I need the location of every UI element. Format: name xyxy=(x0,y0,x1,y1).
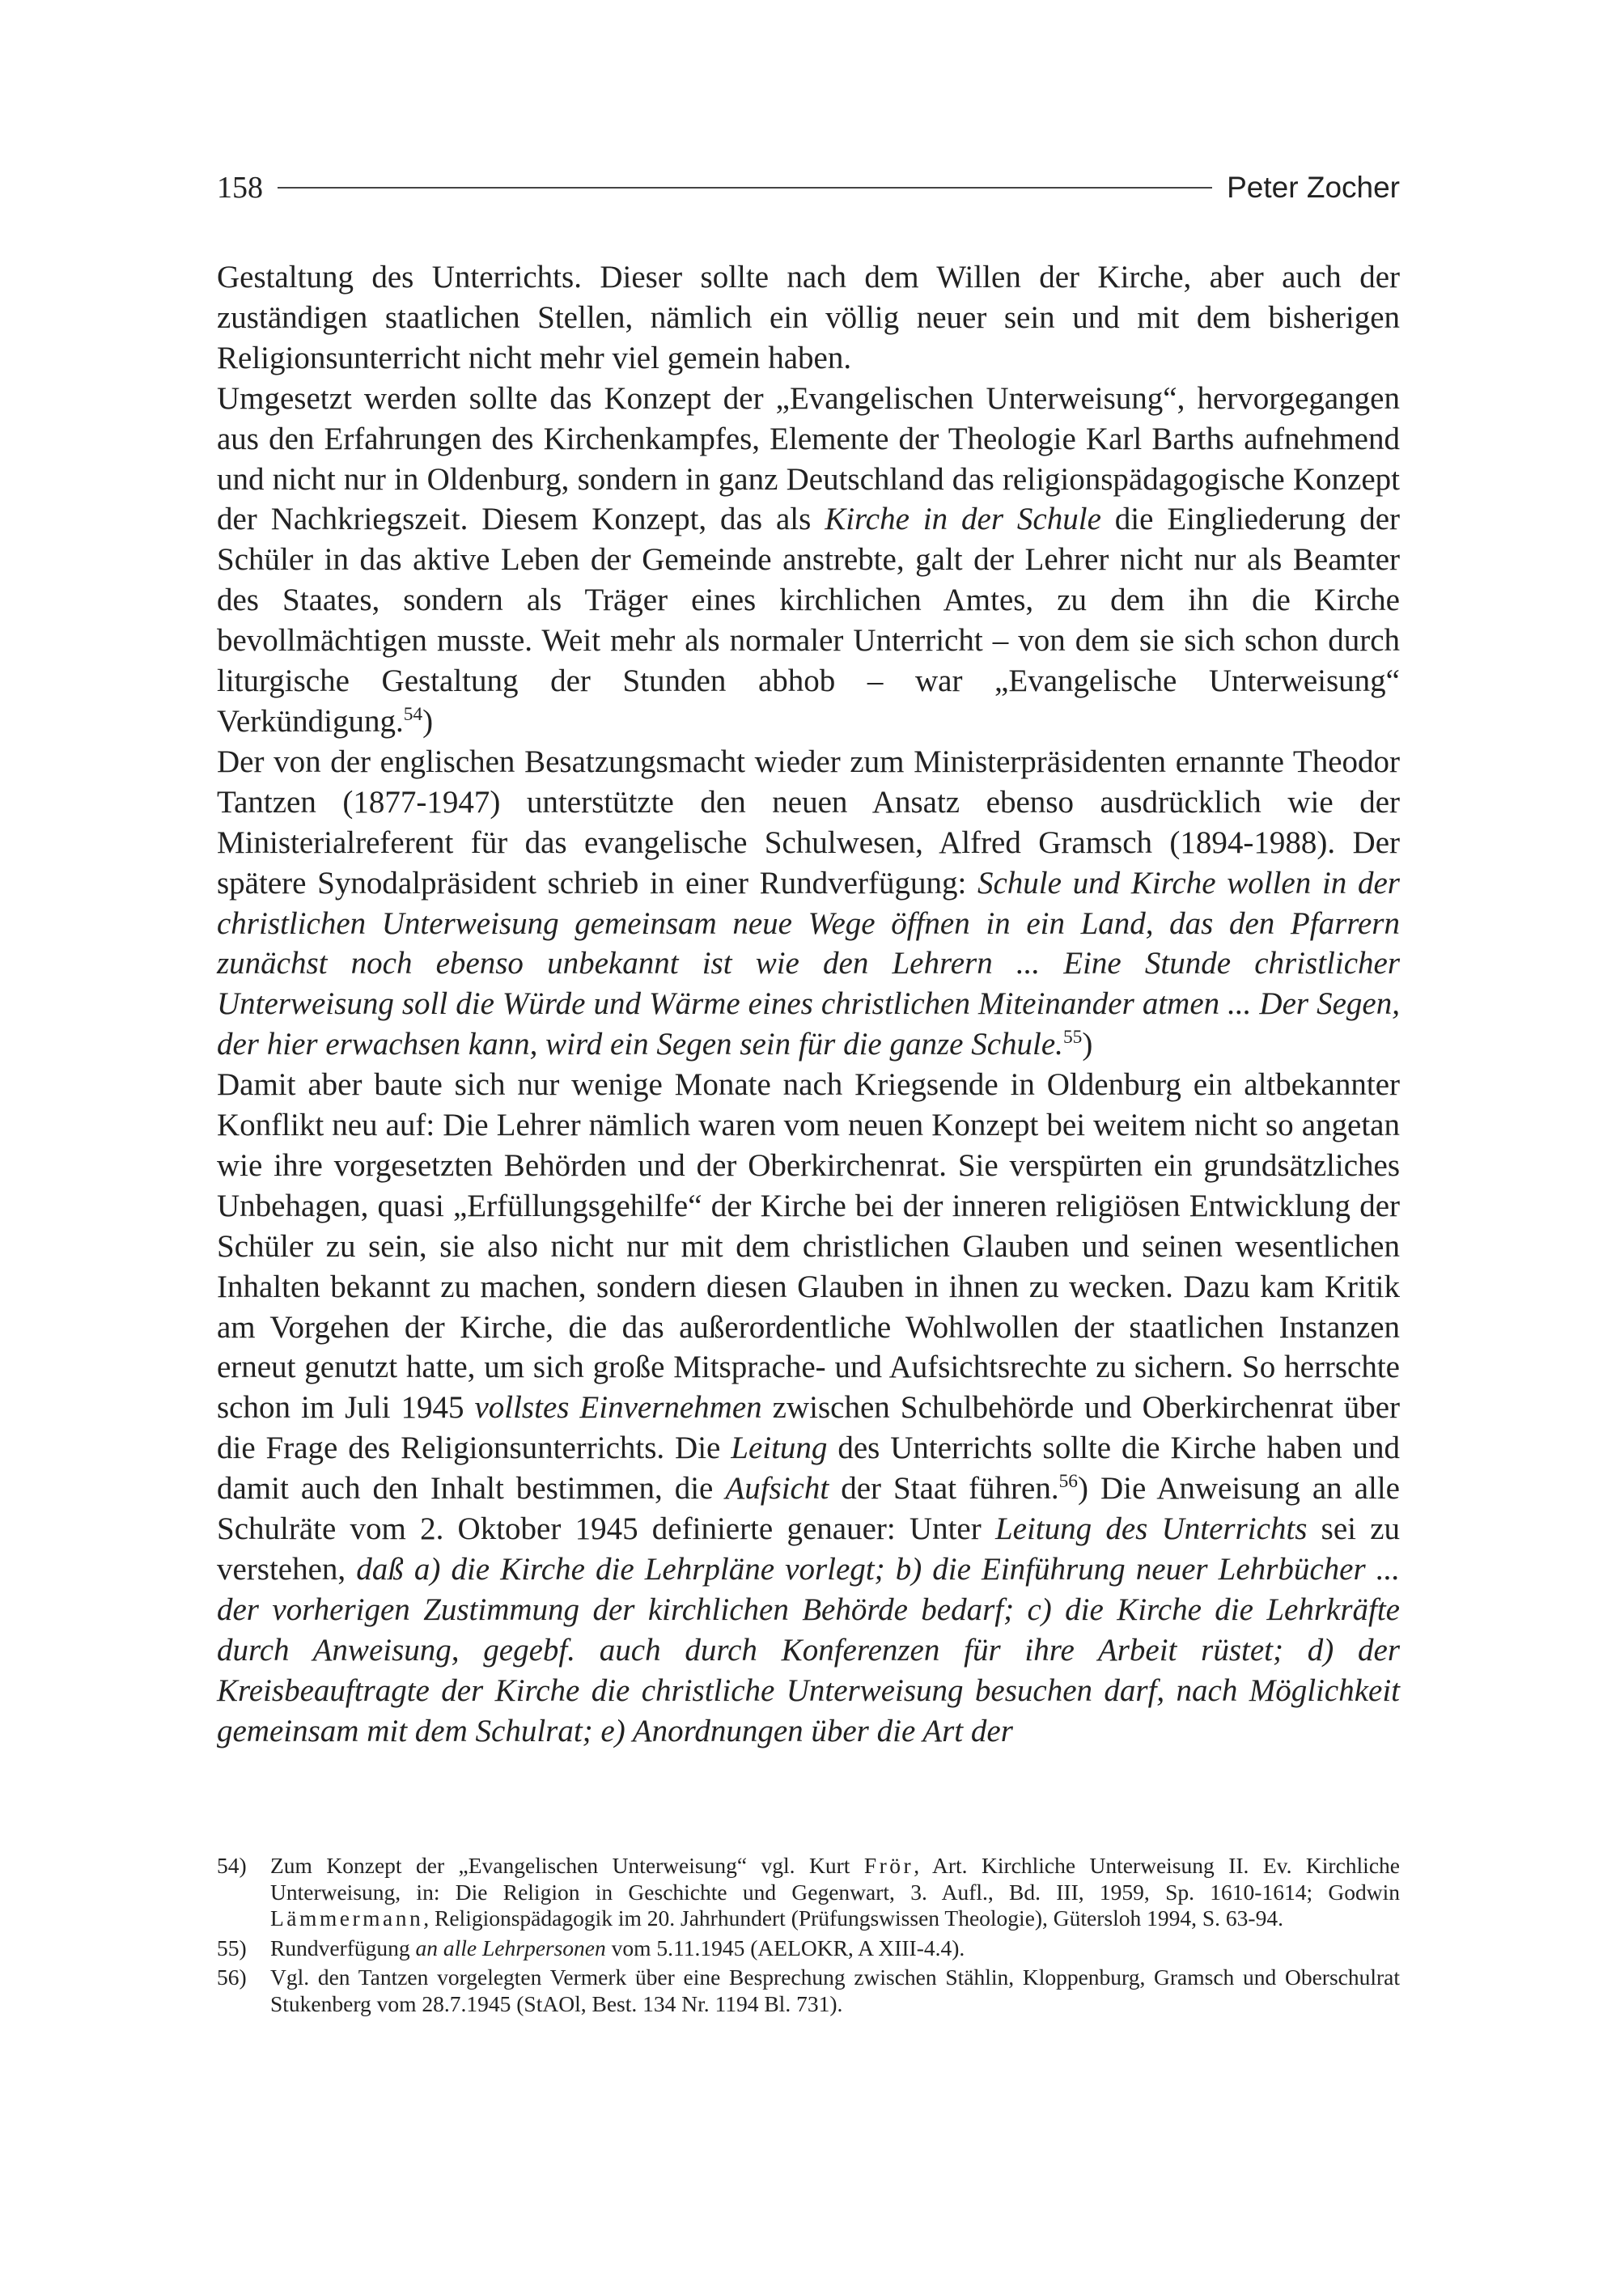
running-header xyxy=(217,165,1400,210)
header-rule xyxy=(278,187,1212,189)
author-name: Lämmermann xyxy=(270,1905,424,1931)
footnote-reference: 54 xyxy=(403,703,423,725)
text-run: ) Die Anweisung an alle Schulräte vom 2. Oktober 1945 definierte genauer: Unter xyxy=(217,1471,1400,1547)
footnote xyxy=(217,1853,1400,1932)
emphasis-text: an alle Lehrpersonen xyxy=(415,1935,606,1960)
text-run: Rundverfügung xyxy=(270,1935,416,1960)
footnote-reference: 55 xyxy=(1062,1027,1083,1049)
footnote xyxy=(217,1935,1400,1962)
body-paragraph xyxy=(217,1065,1400,1751)
author-name: Frör xyxy=(863,1853,914,1878)
body-paragraph xyxy=(217,742,1400,1065)
footnote-text xyxy=(270,1965,1400,2017)
emphasis-text: Leitung des Unterrichts xyxy=(994,1511,1308,1547)
emphasis-text: Schule und Kirche wollen in der christlichen Unterweisung gemeinsam neue Wege öffnen in ein Land, das den Pfarrern zunächst noch ebenso unbekannt ist wie den Lehrern ... Eine Stunde christlicher Unterweisung soll die Würde und Wärme eines christlichen Miteinander atmen ... Der Segen, der hier erwachsen kann, wird ein Segen sein für die ganze Schule. xyxy=(217,865,1400,1062)
body-paragraph xyxy=(217,379,1400,742)
text-run: sei zu verstehen, xyxy=(217,1511,1401,1587)
text-run: des Unterrichts sollte die Kirche haben und damit auch den Inhalt bestimmen, die xyxy=(217,1430,1401,1507)
text-run: Damit aber baute sich nur wenige Monate nach Kriegsende in Oldenburg ein altbekannter Konflikt neu auf: Die Lehrer nämlich waren vom neuen Konzept bei weitem nicht so angetan wie ihre vorgesetzten Behörden und der Oberkirchenrat. Sie verspürten ein grundsätzliches Unbehagen, quasi „Erfüllungsgehilfe“ der Kirche bei der inneren religiösen Entwicklung der Schüler zu sein, sie also nicht nur mit dem christlichen Glauben und seinen wesentlichen Inhalten bekannt zu machen, sondern diesen Glauben in ihnen zu wecken. Dazu kam Kritik am Vorgehen der Kirche, die das außerordentliche Wohlwollen der staatlichen Instanzen erneut genutzt hatte, um sich große Mitsprache- und Aufsichtsrechte zu sichern. So herrschte schon im Juli 1945 xyxy=(217,1067,1400,1426)
text-run: zwischen Schulbehörde und Oberkirchenrat über die Frage des Religionsunterrichts. Die xyxy=(217,1390,1400,1466)
footnote xyxy=(217,1965,1400,2017)
text-run: Der von der englischen Besatzungsmacht wieder zum Ministerpräsidenten ernannte Theodor Tantzen (1877-1947) unterstützte den neuen Ansatz ebenso ausdrücklich wie der Ministerialreferent für das evangelische Schulwesen, Alfred Gramsch (1894-1988). Der spätere Synodalpräsident schrieb in einer Rundverfügung: xyxy=(217,744,1400,901)
footnote-number: 54) xyxy=(217,1853,247,1878)
body-text xyxy=(217,257,1400,1752)
emphasis-text: Kirche in der Schule xyxy=(825,502,1101,537)
text-run: ) xyxy=(1082,1027,1093,1062)
emphasis-text: Aufsicht xyxy=(725,1471,829,1507)
footnote-text xyxy=(270,1853,1400,1932)
page-number: 158 xyxy=(217,171,263,205)
footnote-text xyxy=(270,1935,1400,1962)
emphasis-text: Leitung xyxy=(731,1430,828,1466)
text-run: Zum Konzept der „Evangelischen Unterweisung“ vgl. Kurt xyxy=(270,1853,864,1878)
footnote-reference: 56 xyxy=(1058,1471,1078,1493)
text-run: Umgesetzt werden sollte das Konzept der „Evangelischen Unterweisung“, hervorgegangen aus den Erfahrungen des Kirchenkampfes, Elemente der Theologie Karl Barths aufnehmend und nicht nur in Oldenburg, sondern in ganz Deutschland das religionspädagogische Konzept der Nachkriegszeit. Diesem Konzept, das als xyxy=(217,380,1400,537)
text-run: vom 5.11.1945 (AELOKR, A XIII-4.4). xyxy=(605,1935,965,1960)
text-run: , Religionspädagogik im 20. Jahrhundert (Prüfungswissen Theologie), Gütersloh 1994, S. 63-94. xyxy=(423,1905,1283,1931)
text-run: Gestaltung des Unterrichts. Dieser sollte nach dem Willen der Kirche, aber auch der zuständigen staatlichen Stellen, nämlich ein völlig neuer sein und mit dem bisherigen Religionsunterricht nicht mehr viel gemein haben. xyxy=(217,260,1400,375)
footnotes xyxy=(217,1853,1400,2020)
emphasis-text: vollstes Einvernehmen xyxy=(474,1390,762,1426)
running-head-author: Peter Zocher xyxy=(1227,171,1400,204)
text-run: Vgl. den Tantzen vorgelegten Vermerk über eine Besprechung zwischen Stählin, Kloppenburg, Gramsch und Oberschulrat Stukenberg vom 28.7.1945 (StAOl, Best. 134 Nr. 1194 Bl. 731). xyxy=(270,1965,1400,2016)
text-run: ) xyxy=(422,703,434,739)
text-run: der Staat führen. xyxy=(829,1471,1059,1507)
footnote-number: 55) xyxy=(217,1935,247,1960)
emphasis-text: daß a) die Kirche die Lehrpläne vorlegt; b) die Einführung neuer Lehrbücher ... der vorherigen Zustimmung der kirchlichen Behörde bedarf; c) die Kirche die Lehrkräfte durch Anweisung, gegebf. auch durch Konferenzen für ihre Arbeit rüstet; d) der Kreisbeauftragte der Kirche die christliche Unterweisung besuchen darf, nach Möglichkeit gemeinsam mit dem Schulrat; e) Anordnungen über die Art der xyxy=(217,1552,1400,1748)
footnote-number: 56) xyxy=(217,1965,247,1990)
text-run: , Art. Kirchliche Unterweisung II. Ev. Kirchliche Unterweisung, in: Die Religion in Geschichte und Gegenwart, 3. Aufl., Bd. III, 1959, Sp. 1610-1614; Godwin xyxy=(270,1853,1400,1905)
text-run: die Eingliederung der Schüler in das aktive Leben der Gemeinde anstrebte, galt der Lehrer nicht nur als Beamter des Staates, sondern als Träger eines kirchlichen Amtes, zu dem ihn die Kirche bevollmächtigen musste. Weit mehr als normaler Unterricht – von dem sie sich schon durch liturgische Gestaltung der Stunden abhob – war „Evangelische Unterweisung“ Verkündigung. xyxy=(217,502,1400,739)
body-paragraph xyxy=(217,257,1400,379)
